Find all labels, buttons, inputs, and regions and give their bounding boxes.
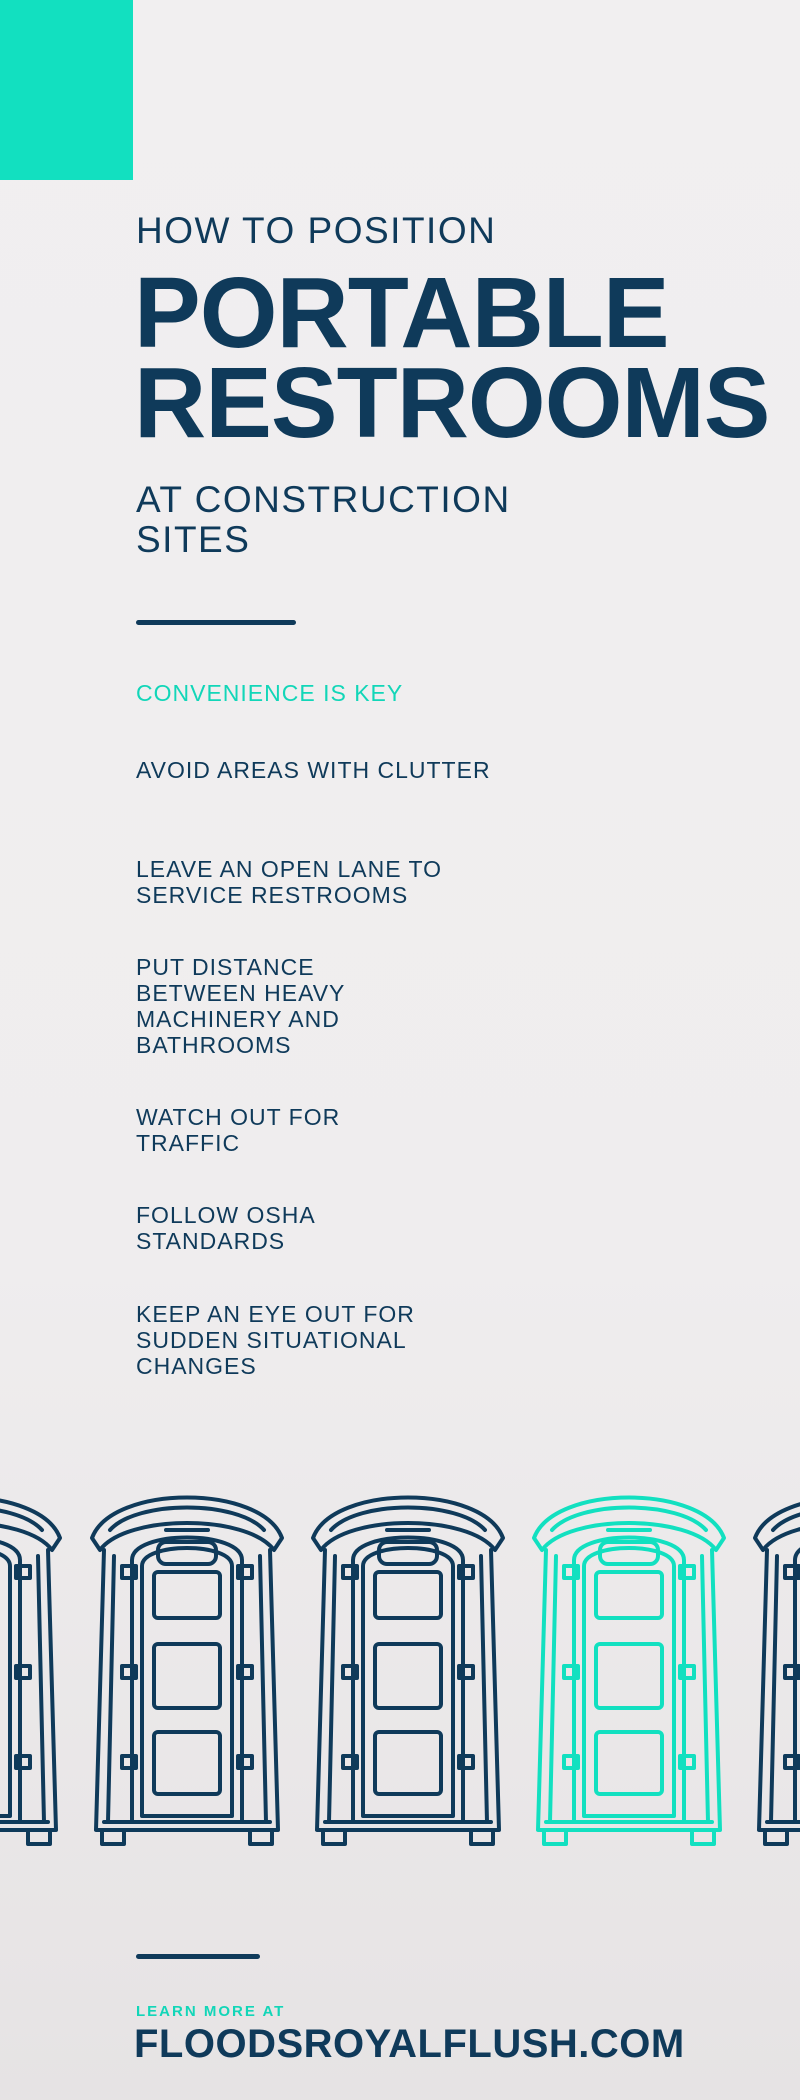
portable-restroom-icon <box>524 1470 734 1860</box>
title-line-1: PORTABLE <box>134 257 669 369</box>
tip-item: PUT DISTANCE BETWEEN HEAVY MACHINERY AND BATHROOMS <box>136 954 345 1058</box>
kicker-text: HOW TO POSITION <box>136 210 497 251</box>
tip-item: FOLLOW OSHA STANDARDS <box>136 1202 315 1254</box>
tip-item: LEAVE AN OPEN LANE TO SERVICE RESTROOMS <box>136 856 443 908</box>
tip-item: AVOID AREAS WITH CLUTTER <box>136 757 491 783</box>
divider-bottom <box>136 1954 260 1959</box>
portable-restroom-icon <box>82 1470 292 1860</box>
tip-item: WATCH OUT FOR TRAFFIC <box>136 1104 341 1156</box>
tip-item: KEEP AN EYE OUT FOR SUDDEN SITUATIONAL CHANGES <box>136 1301 415 1379</box>
portable-restroom-icon <box>0 1470 70 1860</box>
restroom-illustration <box>0 1470 800 1870</box>
tip-item: CONVENIENCE IS KEY <box>136 680 404 706</box>
divider-top <box>136 620 296 625</box>
corner-accent-block <box>0 0 133 180</box>
title-line-2: RESTROOMS <box>134 347 770 459</box>
subtitle: AT CONSTRUCTION SITES <box>136 479 511 560</box>
page-title <box>134 257 784 459</box>
website-link[interactable]: FLOODSROYALFLUSH.COM <box>134 2022 685 2066</box>
portable-restroom-icon <box>303 1470 513 1860</box>
learn-more-label: LEARN MORE AT <box>136 2003 286 2020</box>
portable-restroom-icon <box>745 1470 800 1860</box>
